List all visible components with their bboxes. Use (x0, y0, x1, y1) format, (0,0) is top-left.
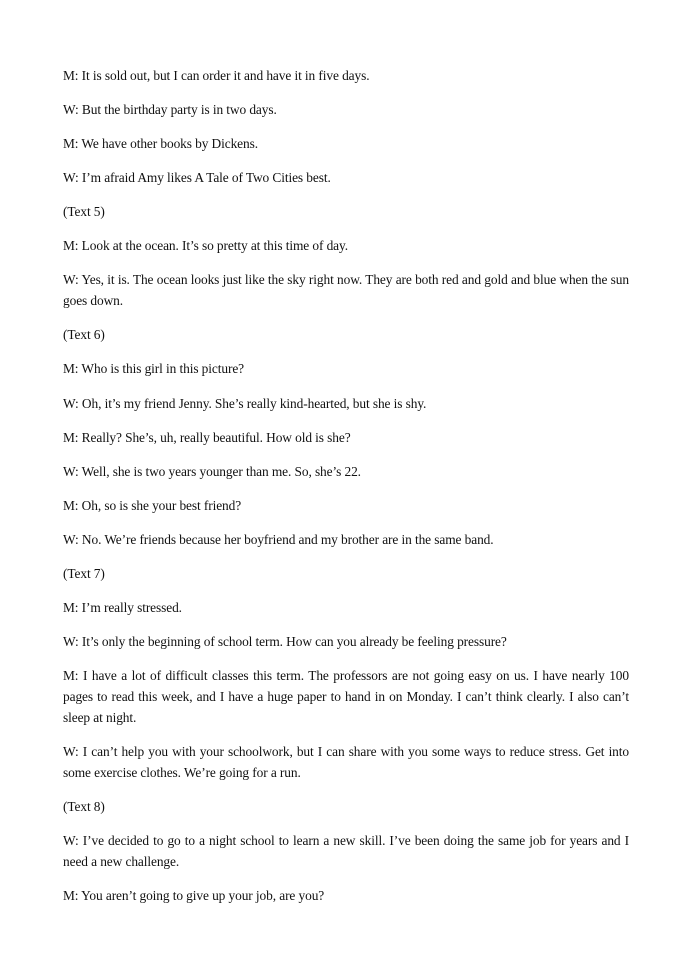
dialogue-line: W: I can’t help you with your schoolwork, but I can share with you some ways to reduce stress. Get into some exercise clothes. We’re going for a run. (63, 744, 629, 780)
section-heading: (Text 7) (63, 566, 105, 581)
dialogue-line: W: Yes, it is. The ocean looks just like the sky right now. They are both red and gold and blue when the sun goes down. (63, 272, 629, 308)
dialogue-line: M: Oh, so is she your best friend? (63, 498, 242, 513)
section-heading: (Text 6) (63, 327, 105, 342)
dialogue-line: W: But the birthday party is in two days. (63, 102, 277, 117)
section-heading: (Text 5) (63, 204, 105, 219)
dialogue-line: M: We have other books by Dickens. (63, 136, 258, 151)
dialogue-line: W: I’m afraid Amy likes A Tale of Two Cities best. (63, 170, 331, 185)
dialogue-line: M: Really? She’s, uh, really beautiful. How old is she? (63, 430, 351, 445)
section-heading: (Text 8) (63, 799, 105, 814)
dialogue-line: M: Look at the ocean. It’s so pretty at this time of day. (63, 238, 348, 253)
dialogue-line: W: Well, she is two years younger than me. So, she’s 22. (63, 464, 361, 479)
dialogue-line: M: You aren’t going to give up your job, are you? (63, 888, 325, 903)
dialogue-line: W: It’s only the beginning of school term. How can you already be feeling pressure? (63, 634, 507, 649)
dialogue-line: M: Who is this girl in this picture? (63, 361, 245, 376)
dialogue-line: M: It is sold out, but I can order it and have it in five days. (63, 68, 370, 83)
dialogue-line: M: I’m really stressed. (63, 600, 182, 615)
dialogue-line: W: Oh, it’s my friend Jenny. She’s really kind-hearted, but she is shy. (63, 396, 427, 411)
dialogue-line: M: I have a lot of difficult classes this term. The professors are not going easy on us. I have nearly 100 pages to read this week, and I have a huge paper to hand in on Monday. I can’t think clearly. I also can’t sleep at night. (63, 668, 629, 725)
dialogue-line: W: No. We’re friends because her boyfriend and my brother are in the same band. (63, 532, 494, 547)
dialogue-line: W: I’ve decided to go to a night school to learn a new skill. I’ve been doing the same job for years and I need a new challenge. (63, 833, 629, 869)
